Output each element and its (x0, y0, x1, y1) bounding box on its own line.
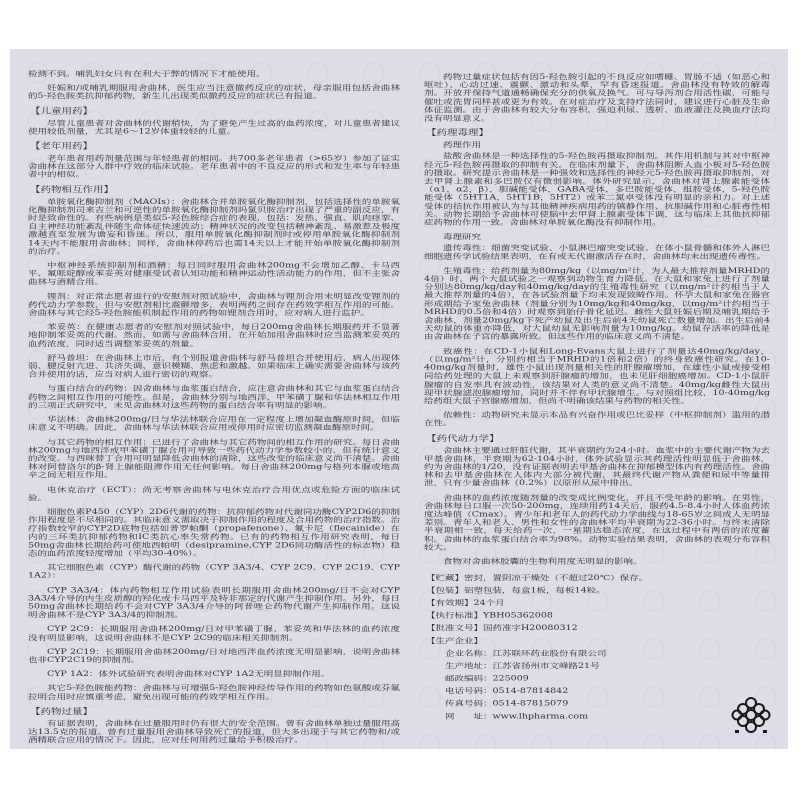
section-heading: 【老年用药】 (30, 141, 93, 151)
paragraph: 药物过量症状包括有因5-羟色胺引起的不良反应如嗜睡、胃肠不适（如恶心和呕吐）、心动过速、震颤、激动和头晕，罕有昏迷报道。舍曲林没有特效的解毒剂。开放并保持气道通畅确保充分的供氧及换气。可与导泻剂合用活性碳，可能与催吐或洗胃同样甚或更为有效。在对症治疗及支持疗法同时，建议进行心脏及生命体征监测。由于舍曲林有较大分布容积，强迫利尿、透析、血液灌注及换血疗法均没有明显意义。 (424, 73, 770, 123)
info-label: 【包装】 (426, 586, 465, 595)
subsection-heading: 毒理研究 (443, 233, 482, 242)
paragraph: 锂剂：对正常志愿者进行的安慰剂对照试验中，舍曲林与锂剂合用未明显改变锂剂的药代动力学参数，但与安慰剂相比震颤增多，表明两药之间存在药效学相互作用的可能。舍曲林与其它经5-羟色胺能机制起作用的药物如锂剂合用时，应对病人进行监护。 (28, 292, 400, 318)
info-row (426, 635, 770, 648)
info-value: 铝塑包装，每盒1板，每板14粒。 (464, 586, 606, 595)
subsection-heading: 药理作用 (443, 141, 482, 150)
paragraph: CYP 3A3/4：体内药物相互作用试验表明长期服用舍曲林200mg/日不会对CYP 3A3/4介导的内生皮质醇的羟化或卡马西平及特非那定的代谢产生抑制作用。另外，每日50mg舍曲林长期给药不会对CYP 3A3/4介导的阿普唑仑药物代谢产生抑制作用。这说明舍曲林不是CYP 3A3/4的抑制剂。 (28, 586, 400, 620)
paragraph: 苯妥英：在健康志愿者的安慰剂对照试验中，每日200mg舍曲林长期服药并不显著地抑制苯妥英的代谢。然而，如需与舍曲林合用，在开始加用舍曲林时应当监测苯妥英的血药浓度，同时适当调整苯妥英的剂量。 (28, 323, 400, 348)
section-heading: 【药物过量】 (30, 706, 93, 716)
info-label: 【执行标准】 (426, 611, 484, 620)
paragraph: CYP 2C9：长期服用舍曲林200mg/日对甲苯磺丁脲、苯妥英和华法林的血药浓度没有明显影响，这说明舍曲林不是CYP 2C9的临床相关抑制剂。 (28, 625, 400, 642)
paragraph: 遗传毒性：细菌突变试验、小鼠淋巴瘤突变试验、在体小鼠骨髓和体外人淋巴细胞遗传学试验结果表明，在有或无代谢激活存在时，舍曲林均未出现遗传毒性。 (424, 244, 770, 261)
company-logo-icon (731, 695, 771, 735)
paragraph: 华法林：舍曲林200mg/日与华法林联合应用在一定程度上增加凝血酶原时间，但临床意义不明确。因此，舍曲林与华法林联合应用或停用时应密切监测凝血酶原时间。 (28, 415, 400, 433)
info-row (426, 597, 770, 610)
info-row (426, 572, 770, 585)
info-value: 国药准字H20080312 (483, 624, 578, 633)
paragraph: 中枢神经系统抑制剂和酒精：每日同时服用舍曲林200mg不会增加乙醇、卡马西平、氟哌啶醇或苯妥英对健康受试者认知功能和精神运动性活动能力的作用，但不主张舍曲林与酒精合用。 (28, 261, 400, 287)
contact-value: 江苏省扬州市文峰路21号 (492, 662, 600, 671)
contact-value: 225009 (492, 674, 529, 683)
right-column (424, 73, 770, 723)
paragraph: 舍曲林的血药浓度随剂量的改变成比例变化，并且不受年龄的影响。在男性，舍曲林每日口服一次50-200mg，连续用药14天后，服药4.5-8.4小时人体血药浓度达峰值（Cmax）。青少年和老年人的药代动力学曲线与18-65岁之间成人无明显差别。青年人和老人、男性和女性的舍曲林平均半衰期为22-36小时。与终末清除半衰期相一致，每天给药一次，一星期达稳态浓度，在这过程中有两倍的浓度蓄积。舍曲林的血浆蛋白结合率为98%。动物实验结果表明，舍曲林的表观分布容积较大。 (424, 493, 770, 552)
paragraph: 妊娠和/或哺乳期服用舍曲林，医生应当注意撤药反应的症状，母亲服用包括舍曲林的5-羟色胺类抗抑郁药物，新生儿出现类似撤药反应的症状已有报道。 (28, 84, 400, 101)
contact-row (426, 685, 770, 698)
section-heading: 【药物相互作用】 (30, 185, 114, 195)
paragraph: 依赖性：动物研究未显示本品有兴奋作用或巴比妥样（中枢抑制剂）滥用的潜在性。 (424, 411, 770, 428)
contact-row (426, 673, 770, 686)
manufacturer-contact-list (424, 647, 770, 722)
paragraph-continued: 检测不到。哺乳妇女只有在利大于弊的情况下才能使用。 (28, 70, 266, 79)
paragraph: 生殖毒性：给药剂量为80mg/kg（以mg/m²计，为人最大推荐剂量MRHD的4倍）时，两个大鼠试验之一观察到动物生育力降低。在大鼠和家兔上进行了剂量分别达80mg/kg/day和40mg/kg/day的生殖毒性研究（以mg/m²计约相当于人最大推荐剂量的4倍），在各试验剂量下均未发现致畸作用。怀孕大鼠和家兔在器官形成期给予家兔舍曲林（剂量分别为10mg/kg和40mg/kg，以mg/m²计约相当于MRHD的0.5倍和4倍）时观察到胎仔骨化延迟。雌性大鼠妊娠后期及哺乳期给予舍曲林，剂量20mg/kg下死产幼鼠及出生后前4天幼鼠死亡数量增加。出生后前4天幼鼠的体重亦降低，对大鼠幼鼠无影响剂量为10mg/kg。幼鼠存活率的降低是由舍曲林在子宫的暴露所致。但这些作用的临床意义尚不清楚。 (424, 266, 770, 342)
paragraph: 细胞色素P450（CYP）2D6代谢的药物：抗抑郁药物对代谢同功酶CYP2D6的抑制作用程度是不尽相同的。其临床意义需取决于抑制作用的程度及合用药物的治疗指数。治疗指数较窄的CYP2D底物包括如普罗帕酮（propafenone）、氟卡尼（flecainide）在内的三环类抗抑郁药物和IC类抗心率失常药物。已有的药物相互作用研究表明，每日50mg舍曲林长期给药可使地西帕明（desipramine,CYP 2D6同功酶活性的标志物）稳态的血药浓度轻度增加（平均30-40%）。 (28, 508, 400, 558)
paragraph: 其它细胞色素（CYP）酶代谢的药物（CYP 3A3/4、CYP 2C9、CYP 2C19、CYP 1A2）： (28, 563, 400, 581)
contact-value: 江苏联环药业股份有限公司 (492, 649, 607, 658)
contact-label: 邮政编码： (445, 674, 493, 683)
paragraph: 与其它药物的相互作用：已进行了舍曲林与其它药物间的相互作用的研究。每日舍曲林200mg与地西泮或甲苯磺丁脲合用可导致一些药代动力学参数较小的、但有统计意义的改变。与西咪替丁合用可明显降低舍曲林的清除，这些改变的临床意义尚不清楚。舍曲林对阿替洛尔的β-肾上腺能阻滞作用无任何影响。每日舍曲林200mg与格列本脲或地高辛之间无相互作用。 (28, 438, 400, 480)
paragraph: 致癌性：在CD-1小鼠和Long-Evans大鼠上进行了剂量达40mg/kg/day，（以mg/m²计，分别约相当于MRHD的1倍和2倍）的终身致癌性研究。在10-40mg/kg剂量时，雄性小鼠出现剂量相关性的肝腺瘤增加，在雄性小鼠或接受相同给药处理的大鼠上未观察到肝腺瘤的增加，也未见肝细胞癌增加。CD-1小鼠肝腺瘤的自发率具有波动性，该结果对人类的意义尚不清楚。40mg/kg雌性大鼠出现甲状腺滤泡腺瘤增加，同时并不伴有甲状腺增生。与对照组比较，10-40mg/kg给药组大鼠子宫腺癌增加，但尚不明确该结果与药物的相关性。 (424, 347, 770, 406)
contact-value: 0514-87815079 (492, 699, 569, 709)
info-label: 【贮藏】 (426, 574, 465, 583)
contact-label: 传真号码： (445, 699, 493, 709)
section-heading: 【药代动力学】 (426, 433, 500, 443)
info-row (426, 622, 770, 635)
contact-value: www.lhpharma.com (492, 712, 589, 721)
paragraph: 与蛋白结合的药物：因舍曲林与血浆蛋白结合，应注意舍曲林和其它与血浆蛋白结合药物之间相互作用的可能性。但是，舍曲林分别与地西泮、甲苯磺丁脲和华法林相互作用的三项正式研究中，未见舍曲林对这些药物的蛋白结合率有明显的影响。 (28, 384, 400, 410)
left-column (28, 70, 400, 750)
info-row (426, 610, 770, 623)
paragraph: 舒马普坦：在舍曲林上市后，有个别报道舍曲林与舒马普坦合并使用后，病人出现体弱、腱反射亢进、共济失调、意识模糊、焦虑和激越。如果临床上确实需要舍曲林与该药合并使用的话，应当对病人进行密切的观察。 (28, 354, 400, 379)
contact-row (426, 647, 770, 660)
contact-label: 网 址： (445, 712, 493, 721)
section-heading: 【药理毒理】 (426, 128, 489, 138)
paragraph: 电休克治疗（ECT）：尚无考察舍曲林与电休克治疗合用优点或危险方面的临床试验。 (28, 485, 400, 502)
info-label: 【生产企业】 (426, 636, 484, 646)
paragraph: 有证据表明，舍曲林在过量服用时仍有很大的安全范围。曾有舍曲林单独过量服用高达13.5克的报道。曾有过量服用舍曲林导致死亡的报道，但大多出现于与其它药物和/或酒精联合应用的情况下。因此，应对任何用药过量给予积极治疗。 (28, 719, 400, 745)
contact-label: 电话号码： (445, 687, 493, 696)
paragraph: 单胺氧化酶抑制剂（MAOIs）：舍曲林合并单胺氧化酶抑制剂，包括选择性的单胺氧化酶抑制剂司来吉兰和可逆性的单胺氧化酶抑制剂吗氯贝胺治疗出现了严重的副反应，有时是致命性的。有些病例是类似5-羟色胺综合症的表现，包括：发热、强直、肌肉痉挛、自主神经功能紊乱伴随生命体征快速波动；精神状况的改变包括精神紊乱、易激惹及极度激越直至发展为谵妄和昏迷。所以，服用单胺氧化酶抑制剂时或停用单胺氧化酶抑制剂14天内不能服用舍曲林；同样，舍曲林停药后也需14天以上才能开始单胺氧化酶抑制剂的治疗。 (28, 197, 400, 256)
contact-label: 企业名称： (445, 649, 493, 658)
info-value: 密封，置阴凉干燥处（不超过20℃）保存。 (464, 574, 649, 583)
paragraph: 舍曲林主要通过肝脏代谢，其半衰期约为24小时。血浆中的主要代谢产物为去甲基舍曲林，半衰期为62-104小时，体外试验显示其药理活性明显低于舍曲林，约为舍曲林的1/20，没有证据表明去甲基舍曲林在抑郁模型体内有药理活性。舍曲林和去甲基舍曲林在人体内大部分被代谢，其最终代谢产物从粪便和尿中等量排泄，只有少量舍曲林（0.2%）以原形从尿中排出。 (424, 446, 770, 488)
contact-row (426, 698, 770, 711)
section-heading: 【儿童用药】 (30, 106, 93, 116)
paragraph: 其它5-羟色胺能药物：舍曲林与可增强5-羟色胺神经传导作用的药物如色氨酸或芬氟拉明合用时应慎重考虑，避免出现可能的药效学相互作用。 (28, 684, 400, 701)
paragraph: CYP 2C19：长期服用舍曲林200mg/日对地西泮血药浓度无明显影响，说明舍曲林也非CYP2C19的抑制剂。 (28, 647, 400, 665)
info-label: 【批准文号】 (426, 624, 484, 633)
paragraph: 盐酸舍曲林是一种选择性的5-羟色胺再摄取抑制剂。其作用机制与其对中枢神经元5-羟色胺再摄取的抑制有关。在临床剂量下，舍曲林阻断人血小板对5-羟色胺的摄取。研究提示舍曲林是一种强效和选择性的神经元5-羟色胺再摄取抑制剂，对去甲肾上腺素和多巴胺仅有微弱影响。体外研究显示，舍曲林对肾上腺素能受体（α1，α2，β），胆碱能受体，GABA受体，多巴胺能受体，组胺受体，5-羟色胺能受体（5HT1A，5HT1B，5HT2）或苯二氮卓受体没有明显的亲和力。对上述受体的拮抗作用被认为与其他精神疾病用药的镇静作用、抗胆碱作用和心脏毒性相关。动物长期给予舍曲林可使脑中去甲肾上腺素受体下调，这与临床上其他抗抑郁症药物的作用一致。舍曲林对单胺氧化酶没有抑制作用。 (424, 152, 770, 227)
contact-row (426, 660, 770, 673)
info-row (426, 584, 770, 597)
contact-label: 生产地址： (445, 662, 493, 671)
paragraph: 食物对舍曲林胶囊的生物利用度无明显的影响。 (443, 557, 643, 566)
paragraph: CYP 1A2：体外试验研究表明舍曲林对CYP 1A2无明显抑制作用。 (47, 670, 331, 679)
right-column-text (424, 73, 770, 566)
contact-value: 0514-87814842 (492, 687, 569, 696)
product-info-list (424, 572, 770, 647)
info-label: 【有效期】 (426, 599, 474, 608)
paragraph: 老年患者用药剂量范围与年轻患者的相同。共700多老年患者（>65岁）参加了证实舍曲林在这部分人群中疗效的临床试验。老年患者中的不良反应的形式和发生率与年轻患者中的相似。 (28, 154, 400, 180)
info-value: 24个月 (473, 599, 505, 608)
contact-row (426, 710, 770, 723)
info-value: YBH05362008 (483, 611, 553, 620)
paragraph: 尽管儿童患者对舍曲林的代谢稍快，为了避免产生过高的血药浓度，对儿童患者建议使用较低剂量，尤其是6～12岁体重较轻的儿童。 (28, 119, 400, 136)
